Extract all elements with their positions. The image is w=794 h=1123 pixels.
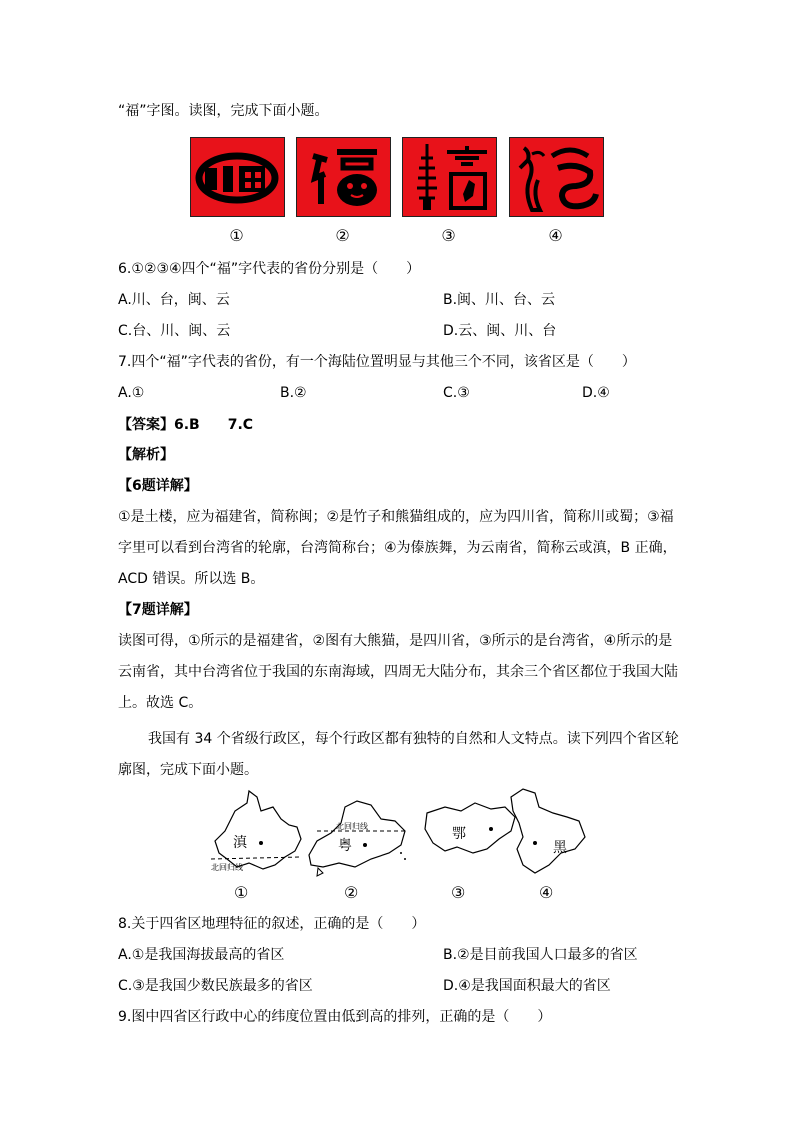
question-8-option-d: D.④是我国面积最大的省区 [443,978,611,994]
question-8-option-a: A.①是我国海拔最高的省区 [118,947,285,963]
fu-image-2 [296,137,391,217]
question-6-option-b: B.闽、川、台、云 [443,292,556,308]
map-label-heilongjiang: 黑 [553,840,567,856]
question-7-option-a: A.① [118,385,145,401]
intro2-line-2: 廓图，完成下面小题。 [118,762,258,778]
question-6-option-c: C.台、川、闽、云 [118,323,231,339]
fu-number-3: ③ [441,226,456,245]
map-label-hubei: 鄂 [452,826,466,842]
fu-number-2: ② [335,226,350,245]
map-number-2: ② [344,883,359,902]
q6-detail-heading: 【6题详解】 [118,478,198,494]
q7-detail-line-1: 读图可得，①所示的是福建省，②图有大熊猫，是四川省，③所示的是台湾省，④所示的是 [118,633,673,649]
map-hubei-outline [425,803,515,853]
intro-text: “福”字图。读图，完成下面小题。 [118,103,329,119]
question-9-stem: 9.图中四省区行政中心的纬度位置由低到高的排列，正确的是（ ） [118,1009,552,1025]
question-7-option-d: D.④ [582,385,610,401]
question-7-stem: 7.四个“福”字代表的省份，有一个海陆位置明显与其他三个不同，该省区是（ ） [118,354,636,370]
map-number-4: ④ [539,883,554,902]
fu-image-1 [190,137,285,217]
map-number-3: ③ [451,883,466,902]
q7-detail-heading: 【7题详解】 [118,602,198,618]
map-label-guangdong: 粤 [338,838,352,854]
tropic-label-yunnan: 北回归线 [211,863,243,872]
map-label-yunnan: 滇 [233,835,247,851]
fu-number-4: ④ [548,226,563,245]
question-8-option-b: B.②是目前我国人口最多的省区 [443,947,638,963]
map-heilongjiang-outline [511,789,585,873]
question-7-option-b: B.② [280,385,307,401]
q6-detail-line-2: 字里可以看到台湾省的轮廓，台湾简称台；④为傣族舞，为云南省，简称云或滇，B 正确， [118,540,677,556]
q6-detail-line-1: ①是土楼，应为福建省，简称闽；②是竹子和熊猫组成的，应为四川省，简称川或蜀；③福 [118,509,674,525]
question-6-option-a: A.川、台，闽、云 [118,292,230,308]
question-8-option-c: C.③是我国少数民族最多的省区 [118,978,313,994]
intro2-line-1: 我国有 34 个省级行政区，每个行政区都有独特的自然和人文特点。读下列四个省区轮 [148,731,679,747]
q6-detail-line-3: ACD 错误。所以选 B。 [118,571,265,587]
province-maps [205,783,595,883]
q7-detail-line-3: 上。故选 C。 [118,695,203,711]
fu-image-4 [509,137,604,217]
question-6-stem: 6.①②③④四个“福”字代表的省份分别是（ ） [118,261,421,277]
question-7-option-c: C.③ [443,385,470,401]
question-6-option-d: D.云、闽、川、台 [443,323,557,339]
analysis-heading: 【解析】 [118,447,174,463]
map-number-1: ① [234,883,249,902]
fu-image-3 [402,137,497,217]
q7-detail-line-2: 云南省，其中台湾省位于我国的东南海域，四周无大陆分布，其余三个省区都位于我国大陆 [118,664,678,680]
fu-number-1: ① [229,226,244,245]
tropic-label-guangdong: 北回归线 [336,822,368,831]
question-8-stem: 8.关于四省区地理特征的叙述，正确的是（ ） [118,916,426,932]
answer-line: 【答案】6.B 7.C [118,417,254,433]
map-guangdong-outline [309,801,405,867]
